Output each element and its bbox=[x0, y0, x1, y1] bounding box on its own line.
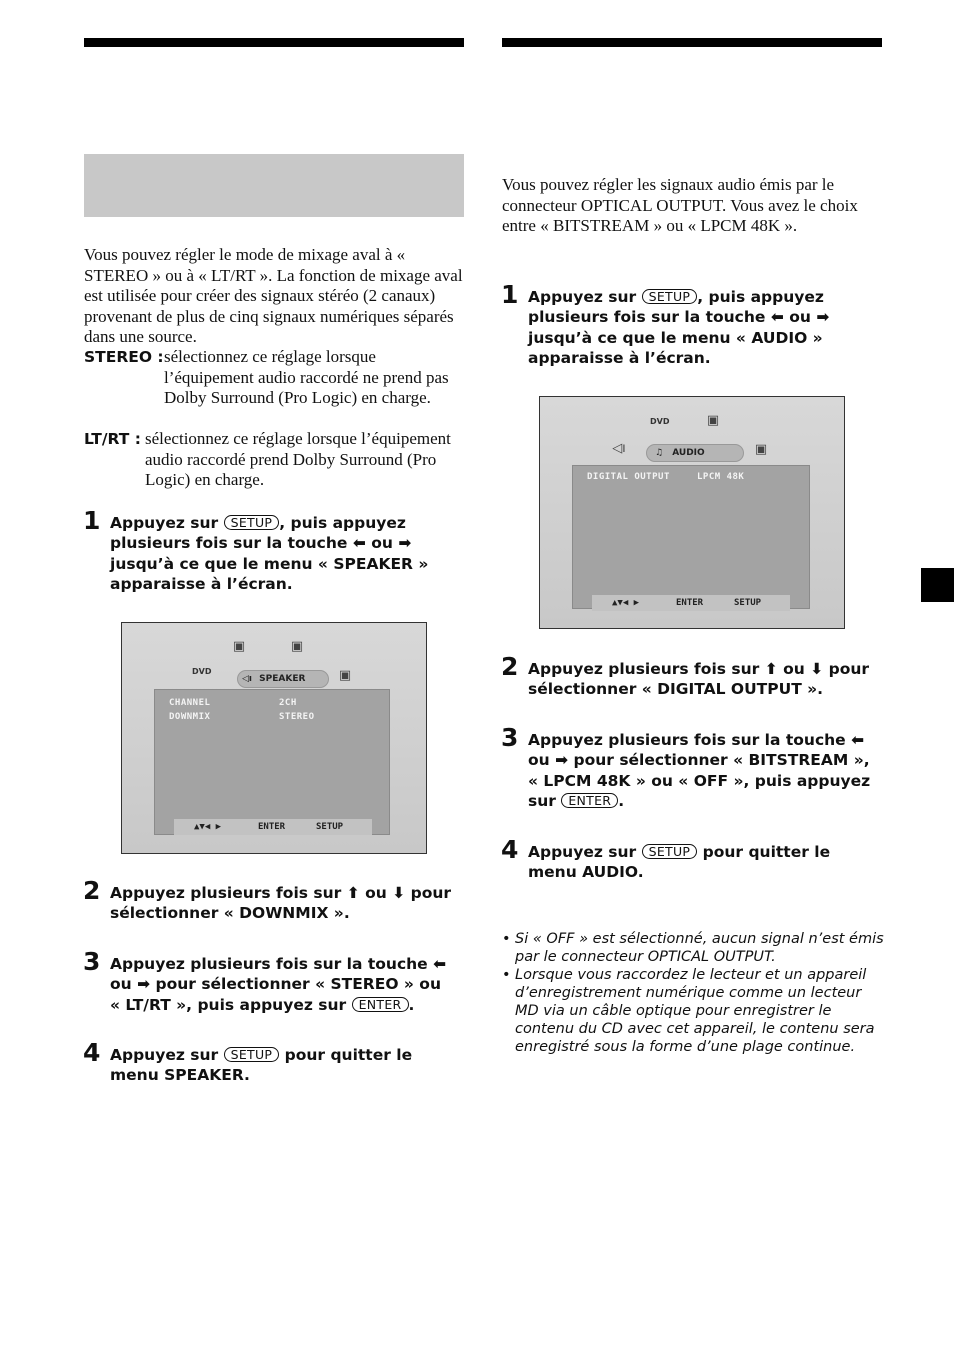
right-step-2: Appuyez plusieurs fois sur ⬆ ou ⬇ pour sélectionner « DIGITAL OUTPUT ». bbox=[528, 660, 870, 699]
menu-value: 2CH bbox=[279, 698, 297, 708]
speaker-menu-panel bbox=[154, 689, 390, 835]
dvd-icon: DVD bbox=[650, 417, 670, 426]
music-note-icon: ♫ bbox=[655, 448, 664, 458]
menu-nav-bar bbox=[174, 819, 372, 835]
setup-key: SETUP bbox=[224, 1047, 280, 1062]
arrow-right-icon: ➡ bbox=[555, 751, 569, 770]
arrow-up-icon: ⬆ bbox=[764, 660, 778, 678]
audio-tab: ♫ AUDIO bbox=[646, 444, 744, 462]
left-step-3: Appuyez plusieurs fois sur la touche ⬅ ou ➡ pour sélectionner « STEREO » ou « LT/RT », puis appuyez sur ENTER . bbox=[110, 955, 447, 1014]
arrow-left-icon: ⬅ bbox=[851, 731, 865, 749]
arrow-left-icon: ⬅ bbox=[433, 955, 447, 973]
nav-setup: SETUP bbox=[316, 822, 344, 832]
audio-menu-panel bbox=[572, 465, 810, 609]
step-number: 3 bbox=[501, 723, 519, 752]
step-number: 1 bbox=[83, 506, 101, 535]
nav-arrows: ▲▼◀ ▶ bbox=[194, 822, 222, 832]
step-number: 4 bbox=[501, 835, 519, 864]
chapter-tab-marker bbox=[921, 568, 954, 602]
definition-term: LT/RT : bbox=[84, 430, 141, 448]
definition-term: STEREO : bbox=[84, 348, 164, 366]
note-item: • Si « OFF » est sélectionné, aucun signal n’est émis par le connecteur OPTICAL OUTPUT. bbox=[502, 931, 884, 965]
arrow-right-icon: ➡ bbox=[816, 308, 830, 327]
speaker-icon: ◁ı bbox=[242, 674, 253, 684]
arrow-down-icon: ⬇ bbox=[810, 660, 824, 678]
speaker-menu-screen bbox=[121, 622, 427, 854]
enter-key: ENTER bbox=[561, 793, 618, 808]
monitor-icon: ▣ bbox=[232, 639, 246, 654]
step-number: 4 bbox=[83, 1038, 101, 1067]
step-number: 1 bbox=[501, 280, 519, 309]
setup-key: SETUP bbox=[642, 844, 698, 859]
arrow-left-icon: ⬅ bbox=[352, 534, 366, 553]
nav-arrows: ▲▼◀ ▶ bbox=[612, 598, 640, 608]
step-number: 2 bbox=[501, 652, 519, 681]
menu-nav-bar bbox=[592, 595, 790, 611]
definition-ltrt bbox=[84, 429, 464, 491]
arrow-down-icon: ⬇ bbox=[392, 884, 406, 902]
right-step-1: Appuyez sur SETUP , puis appuyez plusieurs fois sur la touche ⬅ ou ➡ jusqu’à ce que le menu « AUDIO » apparaisse à l’écran. bbox=[528, 288, 830, 367]
menu-label: DOWNMIX bbox=[169, 712, 211, 722]
monitor-icon: ▣ bbox=[338, 668, 352, 683]
arrow-left-icon: ⬅ bbox=[770, 308, 784, 327]
nav-setup: SETUP bbox=[734, 598, 762, 608]
bullet-icon: • bbox=[502, 967, 511, 983]
nav-enter: ENTER bbox=[258, 822, 286, 832]
enter-key: ENTER bbox=[352, 997, 409, 1012]
nav-enter: ENTER bbox=[676, 598, 704, 608]
right-step-4: Appuyez sur SETUP pour quitter le menu AUDIO. bbox=[528, 843, 831, 882]
note-item: • Lorsque vous raccordez le lecteur et un appareil d’enregistrement numérique comme un lecteur MD via un câble optique pour enregistrer le contenu du CD avec cet appareil, le contenu sera enregistré sous la forme d’une plage continue. bbox=[502, 967, 875, 1055]
right-intro: Vous pouvez régler les signaux audio émis par le connecteur OPTICAL OUTPUT. Vous avez le choix entre « BITSTREAM » ou « LPCM 48K ». bbox=[502, 175, 858, 235]
setup-key: SETUP bbox=[224, 515, 280, 530]
left-step-1: Appuyez sur SETUP , puis appuyez plusieurs fois sur la touche ⬅ ou ➡ jusqu’à ce que le menu « SPEAKER » apparaisse à l’écran. bbox=[110, 514, 429, 593]
monitor-icon: ▣ bbox=[754, 442, 768, 457]
definition-stereo bbox=[84, 347, 464, 409]
menu-value: STEREO bbox=[279, 712, 315, 722]
monitor-icon: ▣ bbox=[290, 639, 304, 654]
bullet-icon: • bbox=[502, 931, 511, 947]
left-top-rule bbox=[84, 38, 464, 47]
notes-list bbox=[502, 930, 884, 1056]
menu-label: CHANNEL bbox=[169, 698, 211, 708]
step-number: 2 bbox=[83, 876, 101, 905]
arrow-up-icon: ⬆ bbox=[346, 884, 360, 902]
monitor-icon: ▣ bbox=[706, 413, 720, 428]
left-step-2: Appuyez plusieurs fois sur ⬆ ou ⬇ pour sélectionner « DOWNMIX ». bbox=[110, 884, 452, 923]
setup-key: SETUP bbox=[642, 289, 698, 304]
left-step-4: Appuyez sur SETUP pour quitter le menu SPEAKER. bbox=[110, 1046, 413, 1085]
menu-value: LPCM 48K bbox=[697, 472, 745, 482]
audio-menu-screen bbox=[539, 396, 845, 629]
definition-desc: sélectionnez ce réglage lorsque l’équipement audio raccordé prend Dolby Surround (Pro Logic) en charge. bbox=[145, 429, 451, 489]
speaker-tab: ◁ı SPEAKER bbox=[237, 670, 329, 688]
section-heading-box bbox=[84, 154, 464, 217]
right-top-rule bbox=[502, 38, 882, 47]
step-number: 3 bbox=[83, 947, 101, 976]
menu-label: DIGITAL OUTPUT bbox=[587, 472, 670, 482]
right-step-3: Appuyez plusieurs fois sur la touche ⬅ ou ➡ pour sélectionner « BITSTREAM », « LPCM 48K » ou « OFF », puis appuyez sur ENTER . bbox=[528, 731, 871, 810]
arrow-right-icon: ➡ bbox=[398, 534, 412, 553]
definition-desc: sélectionnez ce réglage lorsque l’équipement audio raccordé ne prend pas Dolby Surround (Pro Logic) en charge. bbox=[164, 347, 449, 407]
dvd-icon: DVD bbox=[192, 667, 212, 676]
speaker-icon: ◁ı bbox=[612, 441, 626, 456]
left-intro: Vous pouvez régler le mode de mixage aval à « STEREO » ou à « LT/RT ». La fonction de mixage aval est utilisée pour créer des signaux stéréo (2 canaux) provenant de plus de cinq signaux numériques séparés dans une source. bbox=[84, 245, 463, 346]
arrow-right-icon: ➡ bbox=[137, 975, 151, 994]
